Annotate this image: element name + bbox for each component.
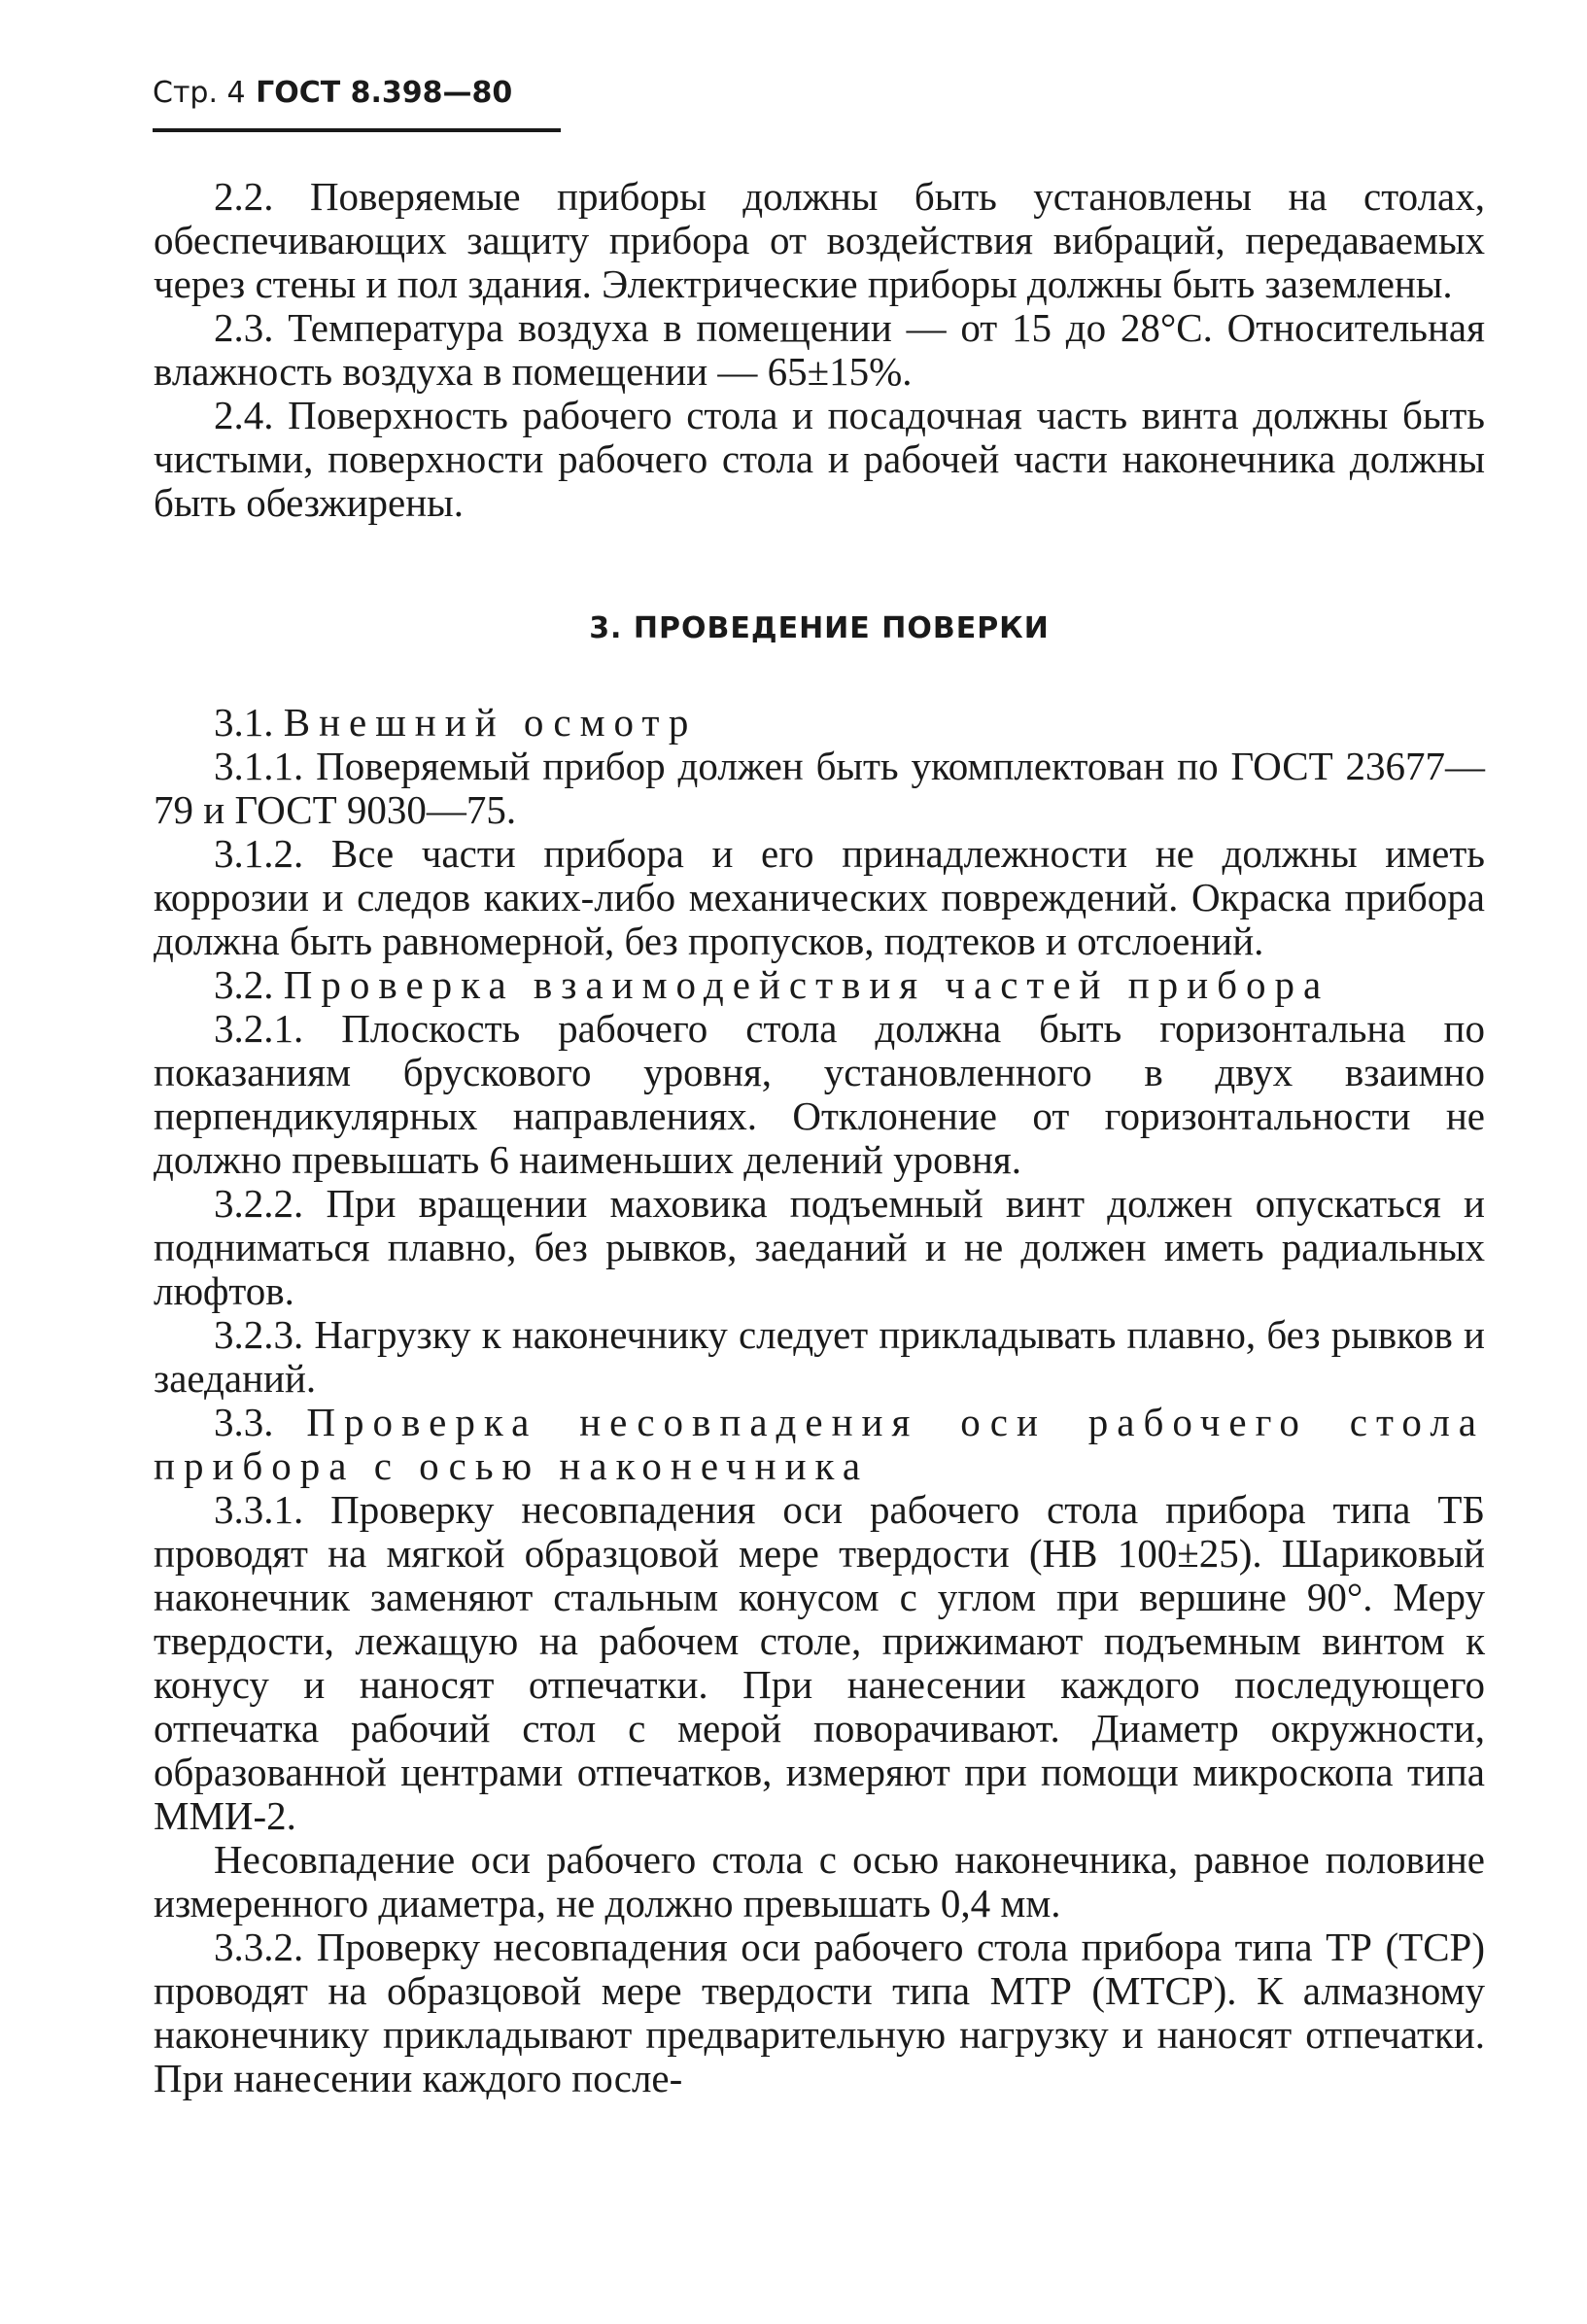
subsection-3-2-number: 3.2. (214, 962, 274, 1007)
paragraph-2-3: 2.3. Температура воздуха в помещении — от 15 до 28°С. Относительная влажность воздуха в помещении — 65±15%. (154, 305, 1485, 394)
page-number-label: Стр. 4 (153, 76, 246, 110)
page-header (153, 68, 561, 132)
subsection-3-3-heading (154, 1401, 1485, 1488)
paragraph-2-4: 2.4. Поверхность рабочего стола и посадочная часть винта должны быть чистыми, поверхности рабочего стола и рабочей части наконечника должны быть обезжирены. (154, 393, 1485, 525)
paragraph-3-3-2: 3.3.2. Проверку несовпадения оси рабочего стола прибора типа ТР (ТСР) проводят на образцовой мере твердости типа МТР (МТСР). К алмазному наконечнику прикладывают предварительную нагрузку и наносят отпечатки. При нанесении каждого после- (154, 1925, 1485, 2100)
body-text (154, 175, 1485, 2100)
paragraph-3-1-1: 3.1.1. Поверяемый прибор должен быть укомплектован по ГОСТ 23677—79 и ГОСТ 9030—75. (154, 744, 1485, 832)
paragraph-3-2-1: 3.2.1. Плоскость рабочего стола должна быть горизонтальна по показаниям брускового уровня, установленного в двух взаимно перпендикулярных направлениях. Отклонение от горизонтальности не должно превышать 6 наименьших делений уровня. (154, 1006, 1485, 1182)
subsection-3-2-title: Проверка взаимодействия частей прибора (283, 962, 1330, 1007)
paragraph-2-2: 2.2. Поверяемые приборы должны быть установлены на столах, обеспечивающих защиту прибора от воздействия вибраций, передаваемых через стены и пол здания. Электрические приборы должны быть заземлены. (154, 174, 1485, 306)
subsection-3-1-heading (154, 701, 1485, 745)
subsection-3-3-number: 3.3. (214, 1400, 274, 1444)
standard-designation: ГОСТ 8.398—80 (256, 76, 513, 110)
paragraph-3-1-2: 3.1.2. Все части прибора и его принадлежности не должны иметь коррозии и следов каких-либо механических повреждений. Окраска прибора должна быть равномерной, без пропусков, подтеков и отслоений. (154, 831, 1485, 963)
subsection-3-1-number: 3.1. (214, 700, 274, 745)
section-3-title: 3. ПРОВЕДЕНИЕ ПОВЕРКИ (589, 611, 1050, 645)
subsection-3-1-title: Внешний осмотр (283, 700, 698, 745)
paragraph-3-2-2: 3.2.2. При вращении маховика подъемный винт должен опускаться и подниматься плавно, без рывков, заеданий и не должен иметь радиальных люфтов. (154, 1181, 1485, 1313)
paragraph-3-2-3: 3.2.3. Нагрузку к наконечнику следует прикладывать плавно, без рывков и заеданий. (154, 1312, 1485, 1401)
paragraph-3-3-1: 3.3.1. Проверку несовпадения оси рабочего стола прибора типа ТБ проводят на мягкой образцовой мере твердости (НВ 100±25). Шариковый наконечник заменяют стальным конусом с углом при вершине 90°. Меру твердости, лежащую на рабочем столе, прижимают подъемным винтом к конусу и наносят отпечатки. При нанесении каждого последующего отпечатка рабочий стол с мерой поворачивают. Диаметр окружности, образованной центрами отпечатков, измеряют при помощи микроскопа типа ММИ-2. (154, 1487, 1485, 1838)
subsection-3-2-heading (154, 963, 1485, 1007)
subsection-3-3-title: Проверка несовпадения оси рабочего стола прибора с осью наконечника (154, 1400, 1485, 1488)
paragraph-3-3-1-continued: Несовпадение оси рабочего стола с осью наконечника, равное половине измеренного диаметра, не должно превышать 0,4 мм. (154, 1837, 1485, 1925)
